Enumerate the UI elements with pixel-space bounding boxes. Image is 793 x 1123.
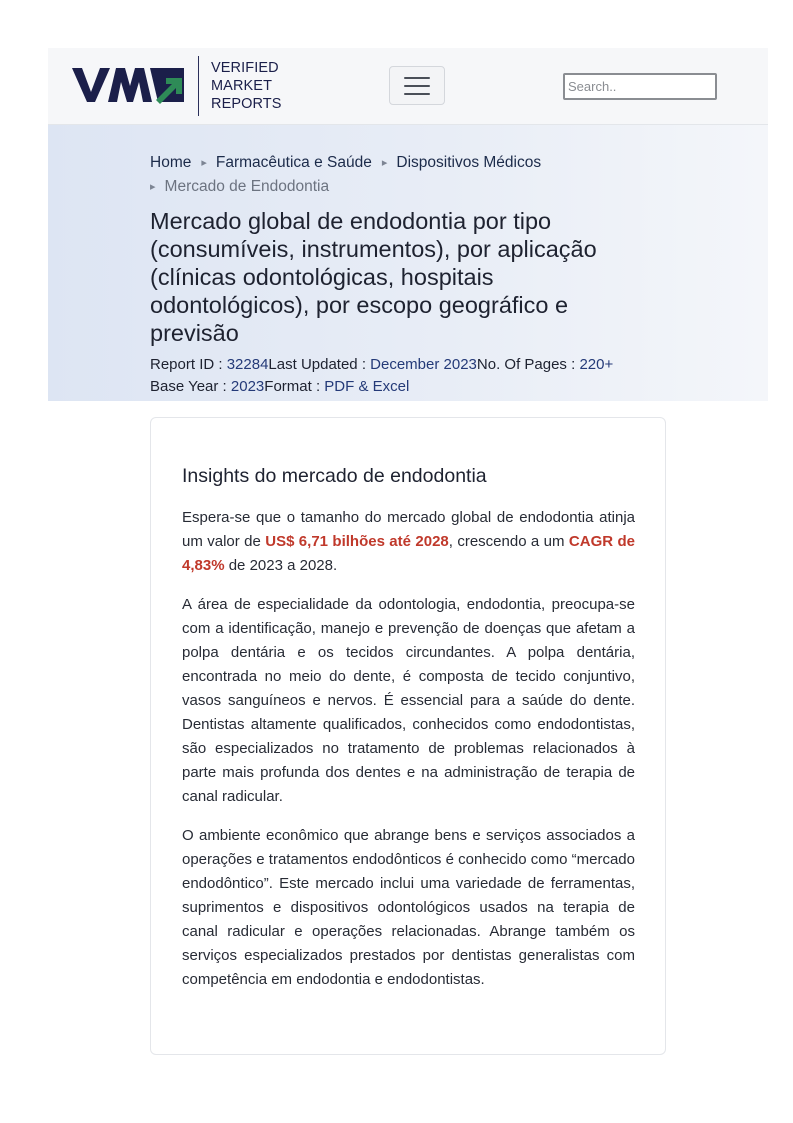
- hamburger-icon-bar: [404, 85, 430, 87]
- format-label: Format :: [264, 378, 325, 395]
- vmr-logo-mark: [72, 66, 184, 106]
- pages-value: 220+: [579, 356, 614, 373]
- logo-line-reports: REPORTS: [211, 96, 282, 112]
- insights-paragraph-2: A área de especialidade da odontologia, endodontia, preocupa-se com a identificação, manejo e prevenção de doenças que afetam a polpa dentária e os tecidos circundantes. A polpa dentária, encontrada no meio do dente, é composta de tecido conjuntivo, vasos sanguíneos e nervos. É essencial para a saúde do dente. Dentistas altamente qualificados, conhecidos como endodontistas, são especializados no tratamento de problemas relacionados à parte mais profunda dos dentes e na administração de terapia de canal radicular.: [182, 596, 635, 805]
- menu-toggle-button[interactable]: [389, 66, 445, 105]
- pages-label: No. Of Pages :: [476, 356, 580, 373]
- breadcrumb-home[interactable]: Home: [150, 154, 192, 171]
- insights-paragraph-3: O ambiente econômico que abrange bens e serviços associados a operações e tratamentos endodônticos é conhecido como “mercado endodôntico”. Este mercado inclui uma variedade de ferramentas, suprimentos e dispositivos odontológicos usados na terapia de canal radicular e operações relacionadas. Abrange também os serviços especializados prestados por dentistas generalistas com competência em endodontia e endodontistas.: [182, 827, 635, 988]
- breadcrumb-row-2: [150, 175, 670, 199]
- last-updated-value: December 2023: [370, 356, 477, 373]
- cagr-highlight: CAGR de 4,83%: [182, 533, 635, 574]
- insights-card: [150, 417, 666, 1055]
- logo-divider: [198, 56, 199, 116]
- vmr-logo[interactable]: [72, 56, 282, 116]
- format-value: PDF & Excel: [324, 378, 410, 395]
- report-id-label: Report ID :: [150, 356, 227, 373]
- chevron-right-icon: ▸: [201, 157, 207, 169]
- hamburger-icon-bar: [404, 93, 430, 95]
- insights-paragraph-1: [182, 506, 635, 578]
- insights-heading: Insights do mercado de endodontia: [182, 465, 487, 487]
- base-year-label: Base Year :: [150, 378, 231, 395]
- p1-text-a: Espera-se que o tamanho do mercado global de endodontia atinja um valor de: [182, 509, 635, 550]
- report-meta-row-1: [150, 354, 670, 376]
- breadcrumb-medical-devices[interactable]: Dispositivos Médicos: [396, 154, 542, 171]
- p1-text-b: , crescendo a um: [448, 533, 569, 550]
- hamburger-icon: [404, 77, 430, 79]
- search-input[interactable]: [563, 73, 717, 100]
- report-meta: [150, 354, 670, 398]
- p1-text-c: de 2023 a 2028.: [224, 557, 338, 574]
- logo-line-verified: VERIFIED: [211, 60, 279, 76]
- chevron-right-icon: ▸: [150, 181, 156, 193]
- report-hero: [48, 125, 768, 401]
- base-year-value: 2023: [230, 378, 265, 395]
- market-value-highlight: US$ 6,71 bilhões até 2028: [265, 533, 449, 550]
- top-navbar: [48, 48, 768, 125]
- breadcrumb: [150, 151, 670, 199]
- insights-body: [182, 506, 635, 1007]
- breadcrumb-pharma-health[interactable]: Farmacêutica e Saúde: [215, 154, 372, 171]
- last-updated-label: Last Updated :: [268, 356, 371, 373]
- report-meta-row-2: [150, 376, 670, 398]
- chevron-right-icon: ▸: [381, 157, 388, 169]
- logo-wordmark: [211, 59, 282, 113]
- report-id-value: 32284: [226, 356, 269, 373]
- logo-line-market: MARKET: [211, 78, 273, 94]
- report-title: Mercado global de endodontia por tipo (consumíveis, instrumentos), por aplicação (clínicas odontológicas, hospitais odontológicos), por escopo geográfico e previsão: [150, 208, 597, 346]
- breadcrumb-current-page: Mercado de Endodontia: [164, 178, 330, 195]
